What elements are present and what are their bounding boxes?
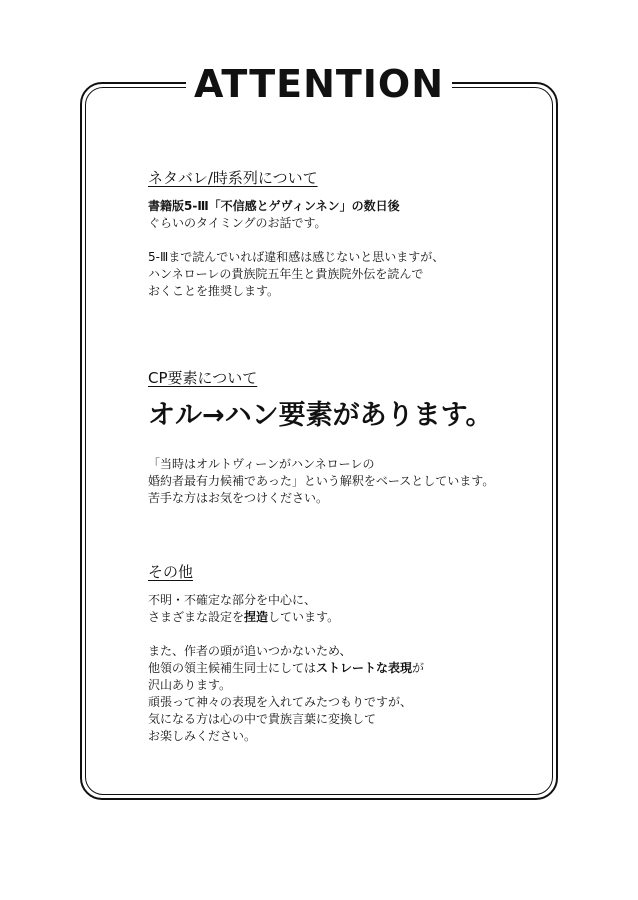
bold-text: ストレートな表現 xyxy=(316,661,413,675)
text-line xyxy=(148,198,538,215)
section-heading: ネタバレ/時系列について xyxy=(148,169,318,187)
bold-text: 書籍版5-Ⅲ「不信感とゲヴィンネン」の数日後 xyxy=(148,199,400,213)
bold-text: 捏造 xyxy=(244,610,269,624)
text-line: また、作者の頭が追いつかないため、 xyxy=(148,644,352,658)
text-line: 苦手な方はお気をつけください。 xyxy=(148,491,329,505)
title-deco-right-thin xyxy=(452,87,486,88)
title-deco-left xyxy=(152,82,186,84)
text-line: ぐらいのタイミングのお話です。 xyxy=(148,216,327,230)
page-title: ATTENTION xyxy=(193,62,445,106)
cp-notice: オル→ハン要素があります。 xyxy=(148,400,493,431)
section-heading: その他 xyxy=(148,563,194,581)
text-line: 頑張って神々の表現を入れてみたつもりですが、 xyxy=(148,695,413,709)
text-line: 沢山あります。 xyxy=(148,678,232,692)
text-line: 婚約者最有力候補であった」という解釈をベースとしています。 xyxy=(148,474,495,488)
text-line: お楽しみください。 xyxy=(148,729,257,743)
text-line: 不明・不確定な部分を中心に、 xyxy=(148,593,317,607)
section-heading: CP要素について xyxy=(148,369,258,387)
text-line: 5-Ⅲまで読んでいれば違和感は感じないと思いますが、 xyxy=(148,250,445,264)
text-line: 気になる方は心の中で貴族言葉に変換して xyxy=(148,712,377,726)
title-deco-right xyxy=(452,82,486,84)
section-spoiler xyxy=(148,168,538,300)
text-line: 他領の領主候補生同士にしてはストレートな表現が xyxy=(148,661,425,675)
text-line: さまざまな設定を捏造しています。 xyxy=(148,610,340,624)
text-line: ハンネローレの貴族院五年生と貴族院外伝を読んで xyxy=(148,267,424,281)
section-other xyxy=(148,562,538,745)
text-line: おくことを推奨します。 xyxy=(148,284,280,298)
title-deco-left-thin xyxy=(152,87,186,88)
text-line: 「当時はオルトヴィーンがハンネローレの xyxy=(148,457,375,471)
title-box xyxy=(186,58,452,110)
section-cp xyxy=(148,368,538,507)
